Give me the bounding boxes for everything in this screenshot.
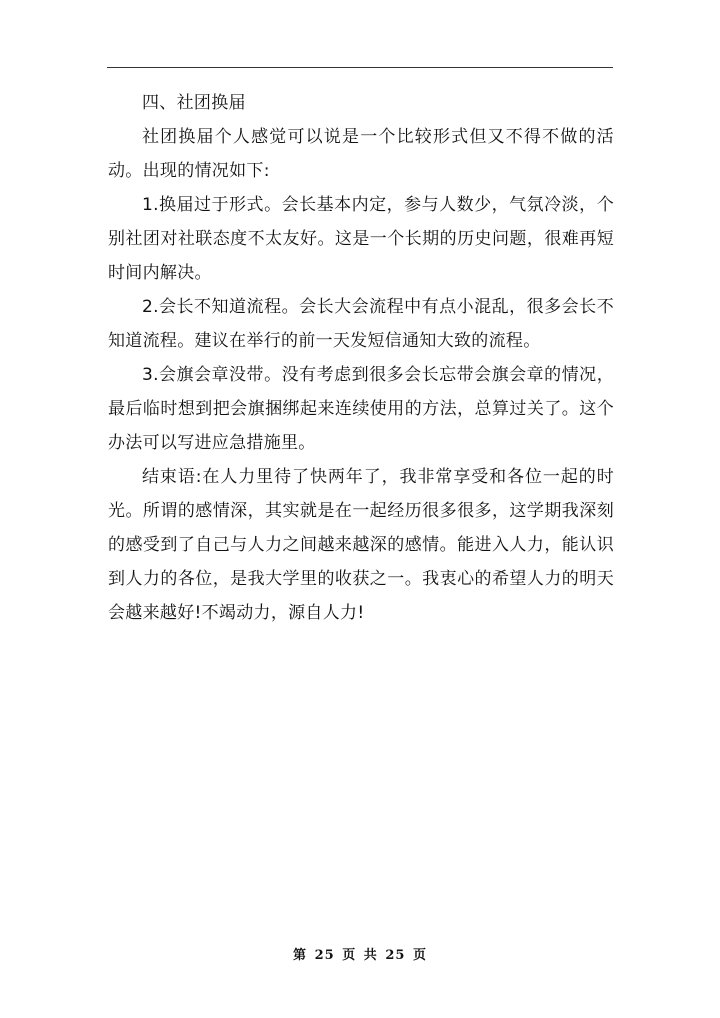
footer-prefix: 第 [293, 948, 308, 963]
footer-total-pages: 25 [385, 948, 406, 963]
footer-page-label: 页 [342, 948, 357, 963]
footer-total-label: 共 [363, 948, 378, 963]
document-body [108, 86, 614, 630]
section-heading: 四、社团换届 [142, 93, 246, 113]
page-footer [0, 944, 720, 963]
paragraph-item-2: 2.会长不知道流程。会长大会流程中有点小混乱，很多会长不知道流程。建议在举行的前一天发短信通知大致的流程。 [108, 297, 614, 351]
paragraph-conclusion: 结束语:在人力里待了快两年了，我非常享受和各位一起的时光。所谓的感情深，其实就是在一起经历很多很多，这学期我深刻的感受到了自己与人力之间越来越深的感情。能进入人力，能认识到人力的各位，是我大学里的收获之一。我衷心的希望人力的明天会越来越好!不竭动力，源自人力! [108, 467, 614, 623]
footer-current-page: 25 [314, 948, 335, 963]
paragraph-item-3: 3.会旗会章没带。没有考虑到很多会长忘带会旗会章的情况，最后临时想到把会旗捆绑起来连续使用的方法，总算过关了。这个办法可以写进应急措施里。 [108, 365, 614, 453]
paragraph-intro: 社团换届个人感觉可以说是一个比较形式但又不得不做的活动。出现的情况如下: [108, 127, 614, 181]
paragraph-item-1: 1.换届过于形式。会长基本内定，参与人数少，气氛冷淡，个别社团对社联态度不太友好。这是一个长期的历史问题，很难再短时间内解决。 [108, 195, 614, 283]
header-rule [107, 67, 613, 68]
footer-suffix: 页 [412, 948, 427, 963]
